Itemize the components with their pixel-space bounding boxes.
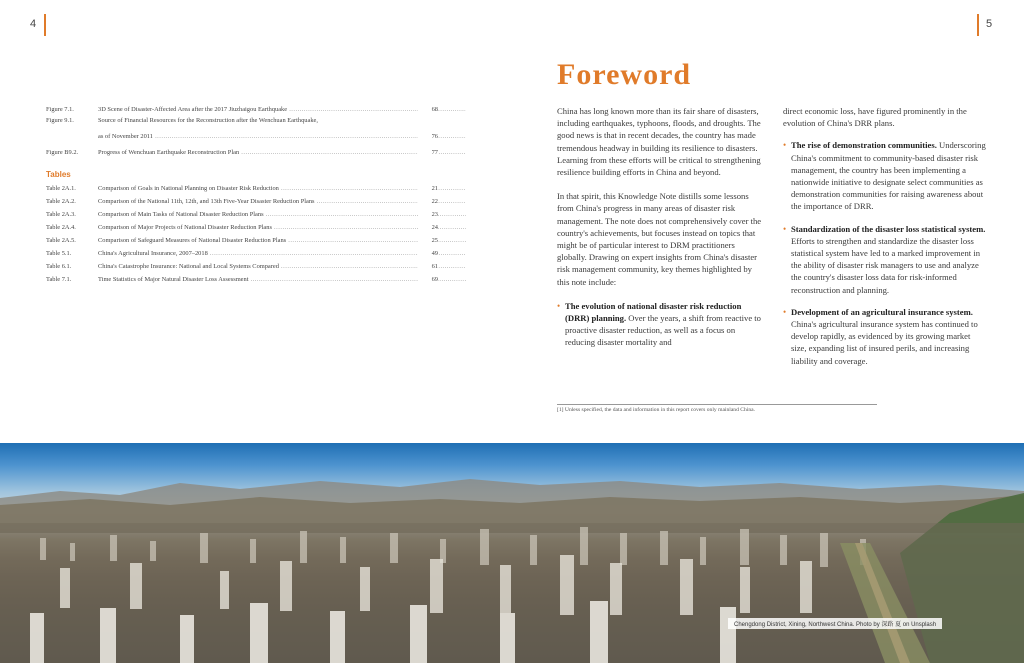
key-theme-heading: Standardization of the disaster loss statistical system. (791, 223, 986, 234)
figure-title: Progress of Wenchuan Earthquake Reconstruction Plan ..... (98, 147, 466, 158)
foreword-paragraph: China has long known more than its fair share of disasters, including earthquakes, typhoons, floods, and droughts. The good news is that in recent decades, the country has made tremendous headway in building its resilience to disasters. Learning from these efforts will be critical to strengthening resilience building efforts in China and beyond. (557, 106, 761, 178)
table-title: China's Catastrophe Insurance: National and Local Systems Compared ..... (98, 261, 466, 272)
figure-title: as of November 2011 ..... (98, 131, 466, 142)
key-theme-heading: Development of an agricultural insurance system. (791, 306, 973, 317)
table-page: 21 (418, 183, 438, 194)
table-title: Comparison of Safeguard Measures of National Disaster Reduction Plans ..... (98, 235, 466, 246)
table-page: 69 (418, 274, 438, 285)
foreword-column-right (783, 105, 988, 377)
key-theme-heading: The rise of demonstration communities. (791, 140, 937, 151)
key-theme-item (783, 306, 988, 367)
figure-label: Figure 7.1. (46, 106, 74, 113)
figure-title: Source of Financial Resources for the Reconstruction after the Wenchuan Earthquake, (98, 117, 318, 124)
footnote: [1] Unless specified, the data and information in this report covers only mainland China. (557, 404, 877, 413)
foreword-paragraph: direct economic loss, have figured prominently in the evolution of China's DRR plans. (783, 106, 967, 129)
figure-label: Figure B9.2. (46, 149, 79, 156)
table-page: 25 (418, 235, 438, 246)
key-theme-item (783, 139, 988, 212)
page-number-right: 5 (986, 18, 993, 30)
page-number-left: 4 (30, 18, 37, 30)
table-label: Table 2A.2. (46, 198, 76, 205)
page-title: Foreword (557, 58, 692, 91)
key-theme-text: Efforts to strengthen and standardize the disaster loss statistical system have led to a marked improvement in the ability of disaster risk managers to use and analyze the country's disaster loss data for risk-informed reconstruction and planning. (791, 235, 981, 295)
table-title: China's Agricultural Insurance, 2007–2018 ..... (98, 248, 466, 259)
table-title: Comparison of the National 11th, 12th, and 13th Five-Year Disaster Reduction Plans ..... (98, 196, 466, 207)
key-theme-text: China's agricultural insurance system has continued to develop rapidly, as evidenced by its growing market size, expanding list of insured perils, and increasing liability and coverage. (791, 319, 978, 366)
city-panorama-photo (0, 443, 1024, 663)
key-theme-text: Over the years, a shift from reactive to proactive disaster reduction, as well as a focus on reducing disaster mortality and (565, 313, 761, 348)
table-label: Table 7.1. (46, 276, 72, 283)
key-theme-item (783, 223, 988, 296)
foreword-column-left (557, 105, 762, 359)
figure-page: 76 (418, 131, 438, 142)
photo-caption: Chengdong District, Xining, Northwest China. Photo by 深路 夏 on Unsplash (728, 618, 942, 629)
table-title: Comparison of Goals in National Planning on Disaster Risk Reduction ..... (98, 183, 466, 194)
table-title: Comparison of Main Tasks of National Disaster Reduction Plans ..... (98, 209, 466, 220)
table-title: Comparison of Major Projects of National Disaster Reduction Plans ..... (98, 222, 466, 233)
table-page: 22 (418, 196, 438, 207)
key-theme-text: Underscoring China's commitment to community-based disaster risk management, the country has been implementing a nationwide initiative to designate select communities as demonstration communities for raising awareness about the importance of DRR. (791, 140, 986, 212)
table-label: Table 2A.4. (46, 224, 76, 231)
table-label: Table 5.1. (46, 250, 72, 257)
table-title: Time Statistics of Major Natural Disaster Loss Assessment ..... (98, 274, 466, 285)
key-theme-heading: The evolution of national disaster risk reduction (DRR) planning. (565, 300, 742, 324)
foreword-paragraph: In that spirit, this Knowledge Note distills some lessons from China's progress in many areas of disaster risk management. The note does not comprehensively cover the country's achievements, but focuses instead on topics that might be of particular interest to DRM practitioners globally. Drawing on expert insights from China's disaster risk management community, key themes highlighted by this note include: (557, 191, 762, 287)
table-page: 49 (418, 248, 438, 259)
page-number-bar-right (977, 14, 979, 36)
key-theme-item (557, 300, 762, 349)
figure-title: 3D Scene of Disaster-Affected Area after the 2017 Jiuzhaigou Earthquake ..... (98, 104, 466, 115)
table-label: Table 2A.5. (46, 237, 76, 244)
table-label: Table 2A.1. (46, 185, 76, 192)
page-number-bar-left (44, 14, 46, 36)
table-label: Table 2A.3. (46, 211, 76, 218)
city-skyline-illustration (0, 443, 1024, 663)
figure-page: 68 (418, 104, 438, 115)
figure-page: 77 (418, 147, 438, 158)
table-label: Table 6.1. (46, 263, 72, 270)
tables-heading: Tables (46, 170, 71, 179)
table-page: 61 (418, 261, 438, 272)
figure-label: Figure 9.1. (46, 117, 74, 124)
table-page: 24 (418, 222, 438, 233)
table-page: 23 (418, 209, 438, 220)
